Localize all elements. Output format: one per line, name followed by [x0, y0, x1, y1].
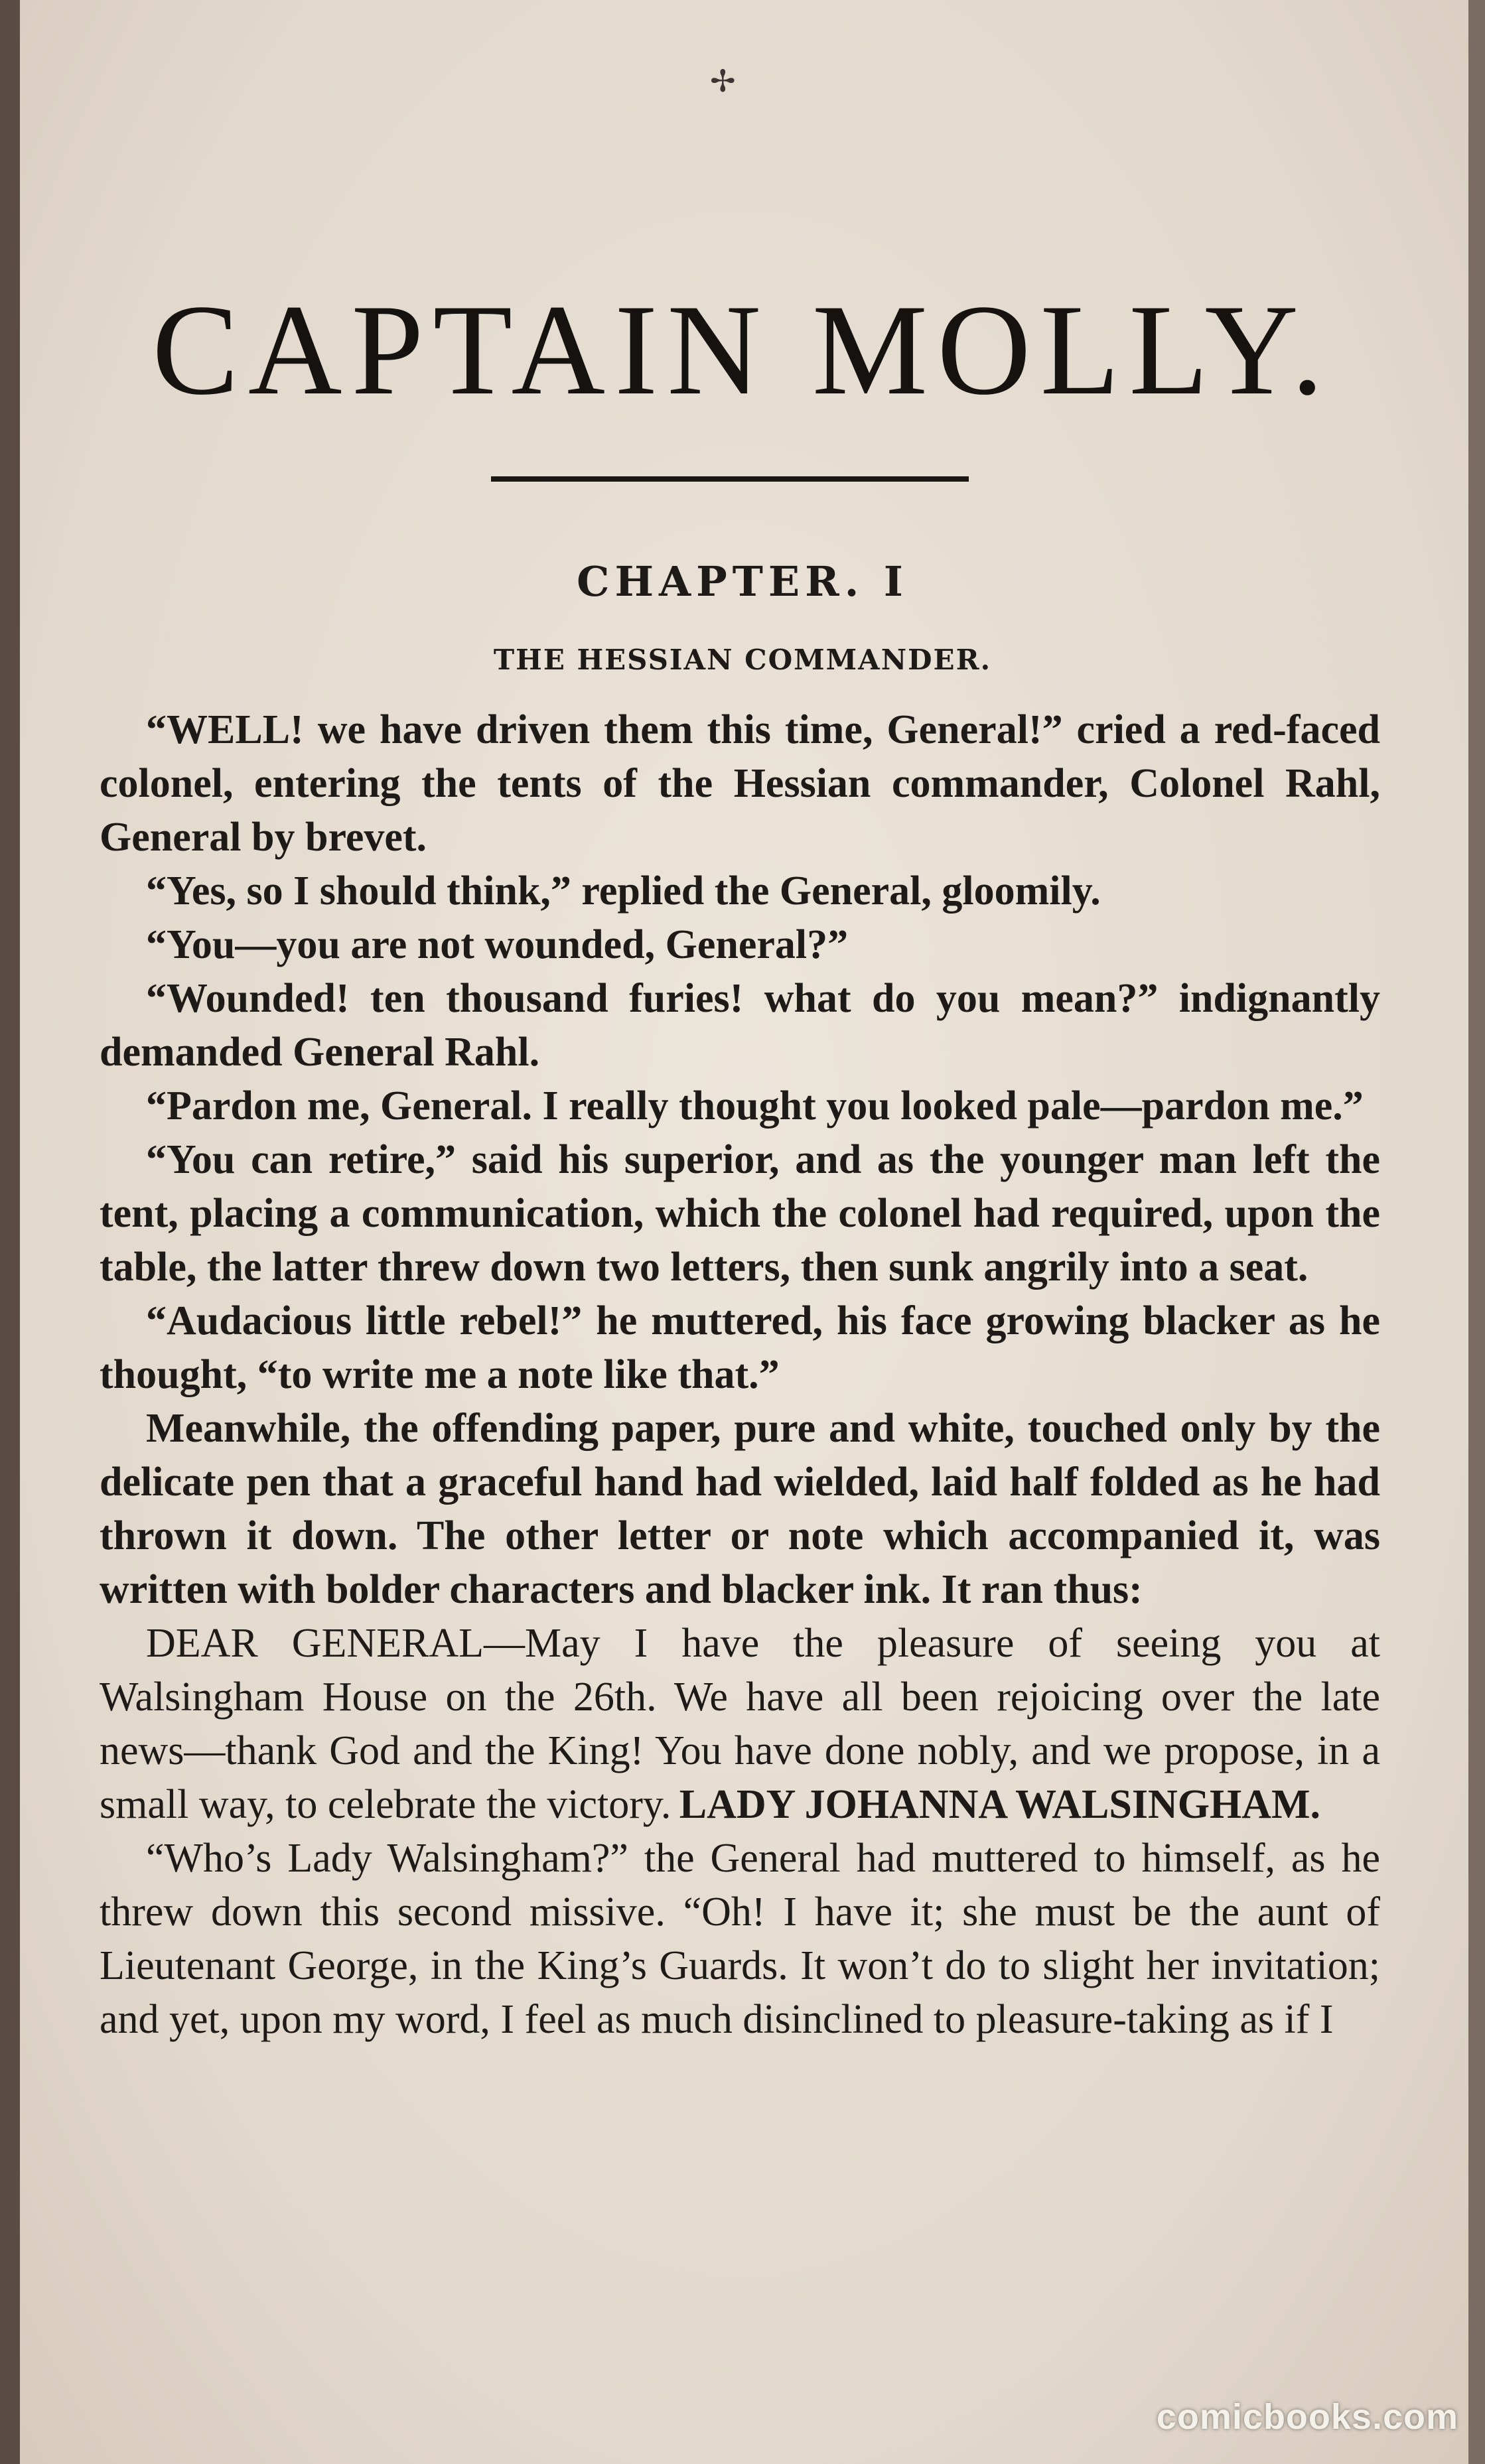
letter-signature: LADY JOHANNA WALSINGHAM. [679, 1782, 1320, 1827]
printer-ornament: ✢ [710, 63, 736, 99]
paragraph-5: “Pardon me, General. I really thought you looked pale—pardon me.” [146, 1083, 1364, 1129]
chapter-title: THE HESSIAN COMMANDER. [493, 644, 992, 676]
paragraph-7: “Audacious little rebel!” he muttered, his face growing blacker as he thought, “to write me a note like that.” [100, 1298, 1380, 1397]
paragraph-2: “Yes, so I should think,” replied the General, gloomily. [146, 868, 1101, 914]
letter-salutation: DEAR GENERAL [146, 1621, 484, 1666]
watermark: comicbooks.com [1156, 2397, 1458, 2437]
paragraph-8: Meanwhile, the offending paper, pure and white, touched only by the delicate pen that a graceful hand had wielded, laid half folded as he had thrown it down. The other letter or note which accompanied it, was written with bolder characters and blacker ink. It ran thus: [100, 1406, 1380, 1612]
title-rule [491, 476, 969, 482]
chapter-heading: CHAPTER. I [577, 557, 908, 606]
paragraph-3: “You—you are not wounded, General?” [146, 922, 849, 967]
book-title: CAPTAIN MOLLY. [152, 278, 1333, 422]
paragraph-6: “You can retire,” said his superior, and as the younger man left the tent, placing a communication, which the colonel had required, upon the table, the latter threw down two letters, then sunk angrily into a seat. [100, 1137, 1380, 1290]
paragraph-1: “WELL! we have driven them this time, General!” cried a red-faced colonel, entering the tents of the Hessian commander, Colonel Rahl, General by brevet. [100, 707, 1380, 860]
body-text [100, 703, 1380, 2047]
paragraph-4: “Wounded! ten thousand furies! what do you mean?” indignantly demanded General Rahl. [100, 976, 1380, 1075]
closing-paragraph: “Who’s Lady Walsingham?” the General had muttered to himself, as he threw down this second missive. “Oh! I have it; she must be the aunt of Lieutenant George, in the King’s Guards. It won’t do to slight her invitation; and yet, upon my word, I feel as much disinclined to pleasure-taking as if I [100, 1836, 1380, 2042]
letter-text: —May I have the pleasure of seeing you at Walsingham House on the 26th. We have all been rejoicing over the late news—thank God and the King! You have done nobly, and we propose, in a small way, to celebrate the victory. [100, 1621, 1380, 1827]
